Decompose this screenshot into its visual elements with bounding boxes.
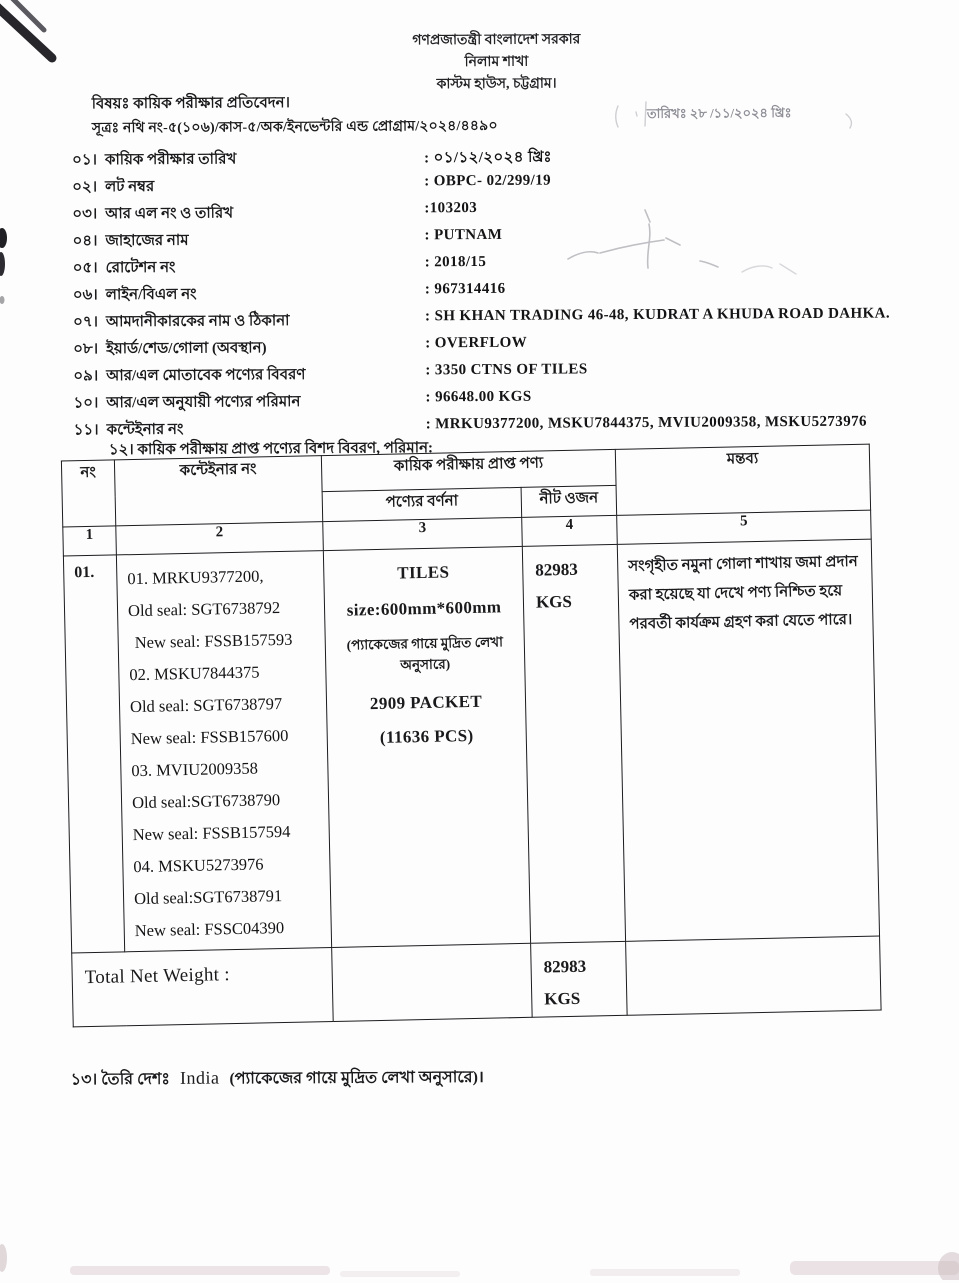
section12-title: ১২। কায়িক পরীক্ষায় প্রাপ্ত পণ্যের বিশদ বিবরণ, পরিমান: bbox=[108, 440, 434, 459]
item-number: ০২। bbox=[72, 179, 98, 196]
document-letterhead bbox=[306, 29, 686, 97]
item-label: আমদানীকারকের নাম ও ঠিকানা bbox=[105, 313, 290, 331]
item-lot-number bbox=[72, 172, 552, 203]
total-weight-value: 82983 bbox=[543, 956, 587, 977]
cell-containers bbox=[116, 551, 331, 952]
item-label: আর/এল মোতাবেক পণ্যের বিবরণ bbox=[106, 367, 306, 385]
item-value: : MRKU9377200, MSKU7844375, MVIU2009358, MSKU5273976 bbox=[425, 413, 867, 433]
total-empty-remarks bbox=[626, 936, 881, 1015]
detail-items-list bbox=[72, 143, 952, 439]
item-number: ০৭। bbox=[73, 314, 98, 331]
container-line: Old seal:SGT6738791 bbox=[133, 886, 283, 909]
description-size: size:600mm*600mm bbox=[346, 597, 502, 620]
container-line: 02. MSKU7844375 bbox=[129, 662, 260, 685]
item-line-bl-number bbox=[72, 280, 506, 311]
item-number: ০৫। bbox=[72, 260, 98, 277]
letterhead-office-line: কাস্টম হাউস, চট্টগ্রাম। bbox=[436, 76, 557, 93]
total-weight-cell bbox=[531, 941, 628, 1017]
description-product: TILES bbox=[397, 562, 450, 583]
item-label: কায়িক পরীক্ষার তারিখ bbox=[104, 151, 237, 169]
item-number: ০৯। bbox=[73, 368, 99, 385]
country-label: ১৩। তৈরি দেশঃ bbox=[70, 1070, 170, 1089]
item-label: জাহাজের নাম bbox=[105, 232, 189, 250]
item-label: আর/এল অনুযায়ী পণ্যের পরিমান bbox=[106, 394, 301, 412]
item-value: : OBPC- 02/299/19 bbox=[424, 172, 552, 190]
remarks-text: সংগৃহীত নমুনা গোলা শাখায় জমা প্রদান করা হয়েছে যা দেখে পণ্য নিশ্চিত হয়ে পরবর্তী কার্যক্রম গ্রহণ করা যেতে পারে। bbox=[628, 553, 858, 633]
item-yard-location bbox=[73, 334, 528, 364]
net-weight-unit: KGS bbox=[535, 591, 573, 612]
col-index-5: 5 bbox=[617, 510, 872, 544]
col-header-net-weight: নীট ওজন bbox=[521, 485, 617, 517]
col-header-description: পণ্যের বর্ণনা bbox=[322, 487, 522, 521]
container-line: New seal: FSSC04390 bbox=[134, 917, 285, 941]
cell-serial: 01. bbox=[63, 555, 124, 953]
item-rotation-number bbox=[72, 253, 487, 284]
col-header-container: কন্টেইনার নং bbox=[114, 456, 322, 526]
item-number: ০১। bbox=[72, 152, 97, 169]
item-importer-name bbox=[73, 305, 891, 337]
col-index-3: 3 bbox=[323, 517, 523, 550]
subject-line: বিষয়ঃ কায়িক পরীক্ষার প্রতিবেদন। bbox=[91, 95, 291, 113]
reference-number-line: সূত্রঃ নথি নং-৫(১০৬)/কাস-৫/অক/ইনভেন্টরি এন্ড প্রোগ্রাম/২০২৪/৪৪৯০ bbox=[91, 118, 498, 137]
country-note: (প্যাকেজের গায়ে মুদ্রিত লেখা অনুসারে)। bbox=[229, 1068, 484, 1088]
col-header-remarks: মন্তব্য bbox=[615, 444, 870, 515]
col-index-2: 2 bbox=[116, 522, 324, 555]
item-goods-description-rl bbox=[73, 361, 588, 391]
total-net-weight-label: Total Net Weight : bbox=[72, 947, 333, 1026]
container-line: 01. MRKU9377200, bbox=[127, 566, 264, 589]
item-label: লট নম্বর bbox=[105, 178, 155, 196]
cell-remarks bbox=[617, 539, 879, 941]
container-line: Old seal: SGT6738792 bbox=[127, 597, 281, 621]
item-number: ১০। bbox=[73, 395, 99, 412]
container-line: Old seal:SGT6738790 bbox=[131, 790, 281, 813]
item-label: লাইন/বিএল নং bbox=[105, 286, 197, 304]
country-value: India bbox=[179, 1067, 220, 1088]
item-exam-date bbox=[72, 147, 552, 175]
item-country-of-origin bbox=[71, 1064, 484, 1094]
item-label: আর এল নং ও তারিখ bbox=[105, 205, 234, 223]
item-value: : PUTNAM bbox=[424, 226, 503, 244]
letterhead-branch-line: নিলাম শাখা bbox=[464, 54, 529, 71]
letterhead-government-line: গণপ্রজাতন্ত্রী বাংলাদেশ সরকার bbox=[412, 32, 581, 49]
item-value: : OVERFLOW bbox=[425, 334, 528, 352]
examination-table bbox=[61, 444, 881, 1028]
item-number: ০৮। bbox=[73, 341, 99, 358]
item-value: : 2018/15 bbox=[424, 253, 487, 271]
item-label: ইয়ার্ড/শেড/গোলা (অবস্থান) bbox=[106, 340, 267, 358]
container-line: 04. MSKU5273976 bbox=[133, 854, 264, 877]
item-number: ১১। bbox=[73, 422, 99, 439]
container-line: Old seal: SGT6738797 bbox=[129, 693, 283, 717]
total-row bbox=[72, 936, 881, 1027]
item-rl-number bbox=[72, 200, 478, 229]
item-value: : 967314416 bbox=[424, 280, 506, 298]
net-weight-value: 82983 bbox=[535, 559, 578, 580]
total-weight-unit: KGS bbox=[544, 988, 581, 1009]
container-line: New seal: FSSB157600 bbox=[130, 725, 289, 749]
item-vessel-name bbox=[72, 226, 503, 257]
document-date: তারিখঃ ২৮ /১১/২০২৪ খ্রিঃ bbox=[646, 105, 792, 121]
container-line: New seal: FSSB157594 bbox=[132, 821, 291, 845]
item-value: : 3350 CTNS OF TILES bbox=[425, 361, 588, 379]
item-number: ০৬। bbox=[72, 287, 98, 304]
item-number: ০৩। bbox=[72, 206, 98, 223]
description-packets: 2909 PACKET bbox=[369, 691, 483, 714]
total-empty-description bbox=[332, 943, 533, 1021]
description-note-bn-2: অনুসারে) bbox=[400, 656, 451, 673]
item-value: :103203 bbox=[424, 200, 478, 217]
item-label: কন্টেইনার নং bbox=[106, 421, 184, 439]
item-label: রোটেশন নং bbox=[105, 259, 176, 277]
cell-description bbox=[323, 546, 530, 947]
item-value: : ০১/১২/২০২৪ খ্রিঃ bbox=[424, 149, 552, 167]
container-line: New seal: FSSB157593 bbox=[134, 629, 293, 653]
item-number: ০৪। bbox=[72, 233, 98, 250]
col-index-1: 1 bbox=[63, 526, 117, 556]
col-header-serial: নং bbox=[61, 460, 115, 527]
item-value: : 96648.00 KGS bbox=[425, 388, 532, 406]
item-goods-quantity-rl bbox=[73, 388, 532, 418]
table-row bbox=[63, 539, 879, 953]
item-value: : SH KHAN TRADING 46-48, KUDRAT A KHUDA ROAD DAHKA. bbox=[424, 305, 891, 325]
container-line: 03. MVIU2009358 bbox=[131, 758, 259, 781]
cell-net-weight bbox=[522, 544, 625, 943]
col-header-goods-found: কায়িক পরীক্ষায় প্রাপ্ত পণ্য bbox=[321, 449, 616, 491]
description-pcs: (11636 PCS) bbox=[379, 725, 474, 747]
description-note-bn-1: (প্যাকেজের গায়ে মুদ্রিত লেখা bbox=[346, 634, 504, 653]
col-index-4: 4 bbox=[522, 515, 618, 546]
